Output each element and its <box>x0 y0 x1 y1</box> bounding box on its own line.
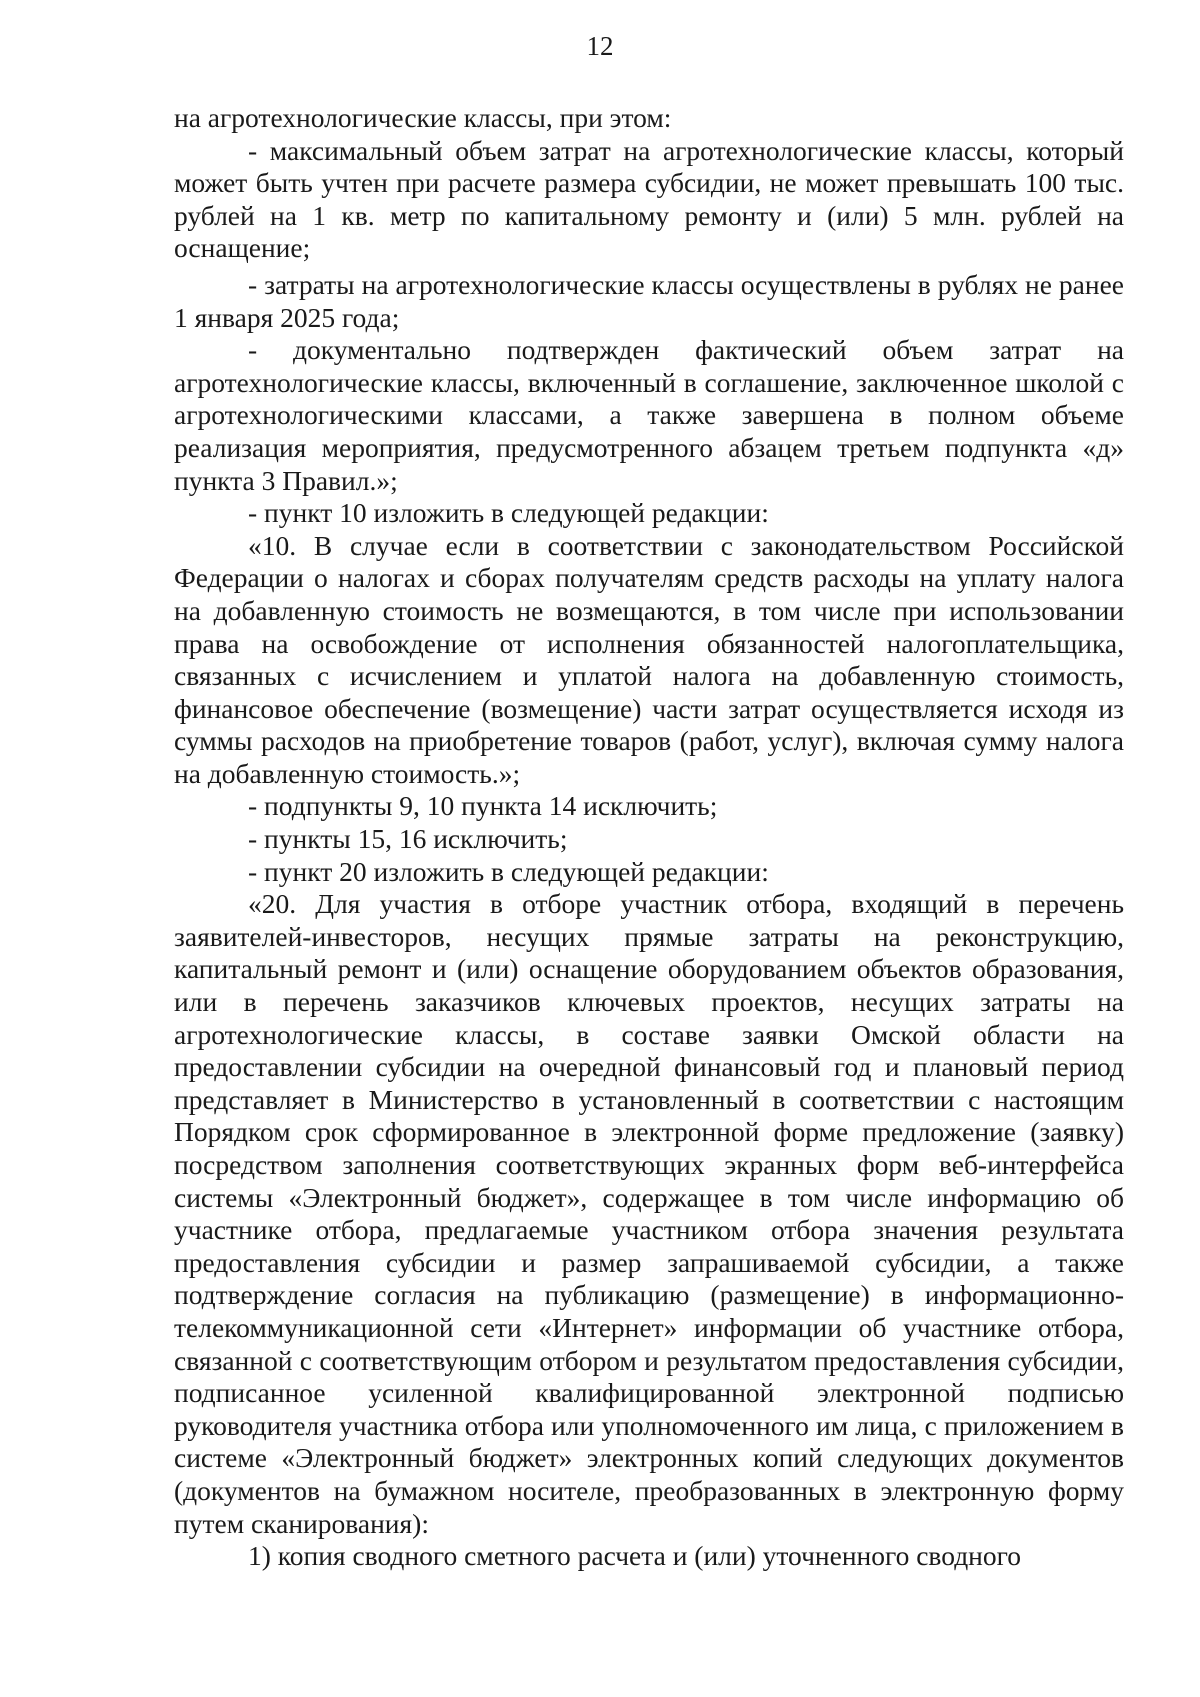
paragraph-list-item-1: 1) копия сводного сметного расчета и (или) уточненного сводного <box>248 1540 1021 1572</box>
paragraph-subitems-excluded: - подпункты 9, 10 пункта 14 исключить; <box>248 790 718 822</box>
paragraph-item-20: «20. Для участия в отборе участник отбора, входящий в перечень заявителей-инвесторов, несущих прямые затраты на реконструкцию, капитальный ремонт и (или) оснащение оборудованием объектов образования, или в перечень заказчиков ключевых проектов, несущих затраты на агротехнологические классы, в составе заявки Омской области на предоставлении субсидии на очередной финансовый год и плановый период представляет в Министерство в установленный в соответствии с настоящим Порядком срок сформированное в электронной форме предложение (заявку) посредством заполнения соответствующих экранных форм веб-интерфейса системы «Электронный бюджет», содержащее в том числе информацию об участнике отбора, предлагаемые участником отбора значения результата предоставления субсидии и размер запрашиваемой субсидии, а также подтверждение согласия на публикацию (размещение) в информационно-телекоммуникационной сети «Интернет» информации об участнике отбора, связанной с соответствующим отбором и результатом предоставления субсидии, подписанное усиленной квалифицированной электронной подписью руководителя участника отбора или уполномоченного им лица, с приложением в системе «Электронный бюджет» электронных копий следующих документов (документов на бумажном носителе, преобразованных в электронную форму путем сканирования): <box>174 888 1124 1539</box>
paragraph-max-cost: - максимальный объем затрат на агротехнологические классы, который может быть учтен при расчете размера субсидии, не может превышать 100 тыс. рублей на 1 кв. метр по капитальному ремонту и (или) 5 млн. рублей на оснащение; <box>174 134 1124 264</box>
paragraph-costs-date: - затраты на агротехнологические классы осуществлены в рублях не ранее 1 января 2025 года; <box>174 268 1124 333</box>
paragraph-items-excluded: - пункты 15, 16 исключить; <box>248 823 568 855</box>
document-body <box>174 102 1124 1573</box>
page-number: 12 <box>586 31 614 61</box>
paragraph-item-10-intro: - пункт 10 изложить в следующей редакции: <box>248 497 769 529</box>
paragraph-item-10: «10. В случае если в соответствии с законодательством Российской Федерации о налогах и сборах получателям средств расходы на уплату налога на добавленную стоимость не возмещаются, в том числе при использовании права на освобождение от исполнения обязанностей налогоплательщика, связанных с исчислением и уплатой налога на добавленную стоимость, финансовое обеспечение (возмещение) части затрат осуществляется исходя из суммы расходов на приобретение товаров (работ, услуг), включая сумму налога на добавленную стоимость.»; <box>174 529 1124 789</box>
paragraph-continuation: на агротехнологические классы, при этом: <box>174 102 672 133</box>
paragraph-item-20-intro: - пункт 20 изложить в следующей редакции: <box>248 855 769 887</box>
paragraph-documented-costs: - документально подтвержден фактический объем затрат на агротехнологические классы, включенный в соглашение, заключенное школой с агротехнологическими классами, а также завершена в полном объеме реализация мероприятия, предусмотренного абзацем третьем подпункта «д» пункта 3 Правил.»; <box>174 334 1124 496</box>
